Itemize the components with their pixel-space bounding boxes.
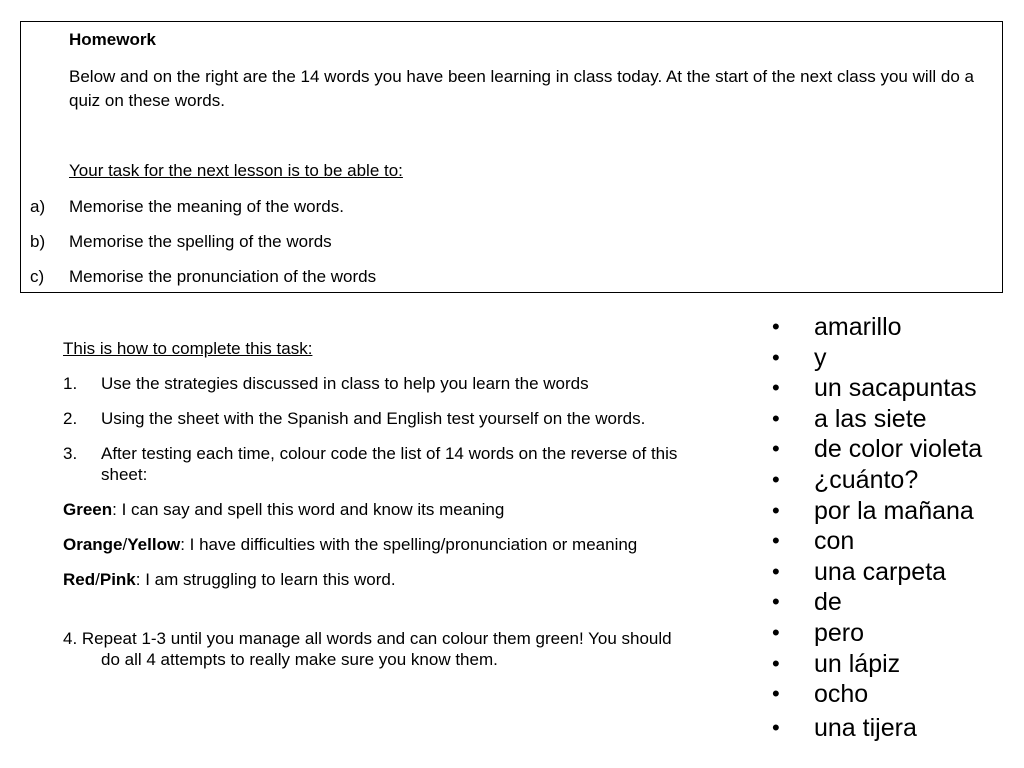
instruction-step (63, 443, 693, 485)
colour-label-alt: Pink (99, 570, 136, 589)
vocab-word: con (814, 527, 855, 556)
step-text: Use the strategies discussed in class to help you learn the words (101, 374, 589, 393)
instruction-step (63, 373, 693, 394)
task-heading: Your task for the next lesson is to be able to: (69, 161, 403, 180)
colour-label: Red (63, 570, 96, 589)
colour-description: : I have difficulties with the spelling/pronunciation or meaning (180, 535, 638, 554)
instructions-heading: This is how to complete this task: (63, 339, 313, 358)
colour-code-orange-yellow (63, 534, 693, 555)
vocab-word: por la mañana (814, 496, 974, 525)
homework-box (20, 21, 1003, 293)
bullet-icon: • (772, 436, 780, 462)
task-marker: b) (30, 232, 46, 251)
task-marker: c) (30, 267, 45, 286)
vocab-word: un lápiz (814, 649, 901, 678)
vocab-word: un sacapuntas (814, 374, 977, 403)
colour-label: Green (63, 500, 113, 519)
homework-title: Homework (69, 30, 156, 49)
colour-separator: / (122, 535, 128, 554)
vocab-word: ocho (814, 680, 869, 709)
colour-separator: / (95, 570, 100, 589)
vocab-word: y (814, 343, 827, 372)
colour-description: : I am struggling to learn this word. (135, 570, 396, 589)
step-number: 2. (63, 409, 78, 428)
task-text: Memorise the meaning of the words. (69, 197, 344, 216)
colour-code-red-pink (63, 569, 693, 590)
step-number: 1. (63, 374, 78, 393)
vocab-word: una carpeta (814, 557, 947, 586)
colour-label-alt: Yellow (127, 535, 181, 554)
colour-description: : I can say and spell this word and know its meaning (112, 500, 505, 519)
bullet-icon: • (772, 589, 780, 615)
task-text: Memorise the spelling of the words (69, 232, 332, 251)
step-number: 3. (63, 444, 78, 463)
vocab-word: a las siete (814, 404, 927, 433)
bullet-icon: • (772, 528, 780, 554)
instruction-step (63, 408, 693, 429)
colour-code-green (63, 499, 693, 520)
bullet-icon: • (772, 619, 780, 645)
vocab-word: una tijera (814, 713, 917, 742)
vocab-word: amarillo (814, 313, 902, 341)
bullet-icon: • (772, 314, 780, 339)
repeat-instruction: 4. Repeat 1-3 until you manage all words and can colour them green! You should do all 4 attempts to really make sure you know them. (63, 629, 672, 669)
vocab-word: ¿cuánto? (814, 465, 919, 494)
bullet-icon: • (772, 466, 780, 492)
instructions-section (63, 338, 693, 670)
task-text: Memorise the pronunciation of the words (69, 267, 377, 286)
task-marker: a) (30, 197, 46, 216)
bullet-icon: • (772, 714, 780, 740)
homework-intro: Below and on the right are the 14 words you have been learning in class today. At the start of the next class you will do a quiz on these words. (69, 67, 975, 110)
bullet-icon: • (772, 344, 780, 370)
bullet-icon: • (772, 497, 780, 523)
bullet-icon: • (772, 558, 780, 584)
step-text: Using the sheet with the Spanish and English test yourself on the words. (101, 409, 646, 428)
step-text: After testing each time, colour code the list of 14 words on the reverse of this sheet: (101, 444, 678, 484)
colour-label: Orange (63, 535, 123, 554)
bullet-icon: • (772, 375, 780, 401)
vocab-word: de (814, 588, 842, 617)
vocab-word: de color violeta (814, 435, 983, 464)
bullet-icon: • (772, 405, 780, 431)
bullet-icon: • (772, 681, 780, 707)
vocab-word: pero (814, 618, 865, 647)
bullet-icon: • (772, 650, 780, 676)
